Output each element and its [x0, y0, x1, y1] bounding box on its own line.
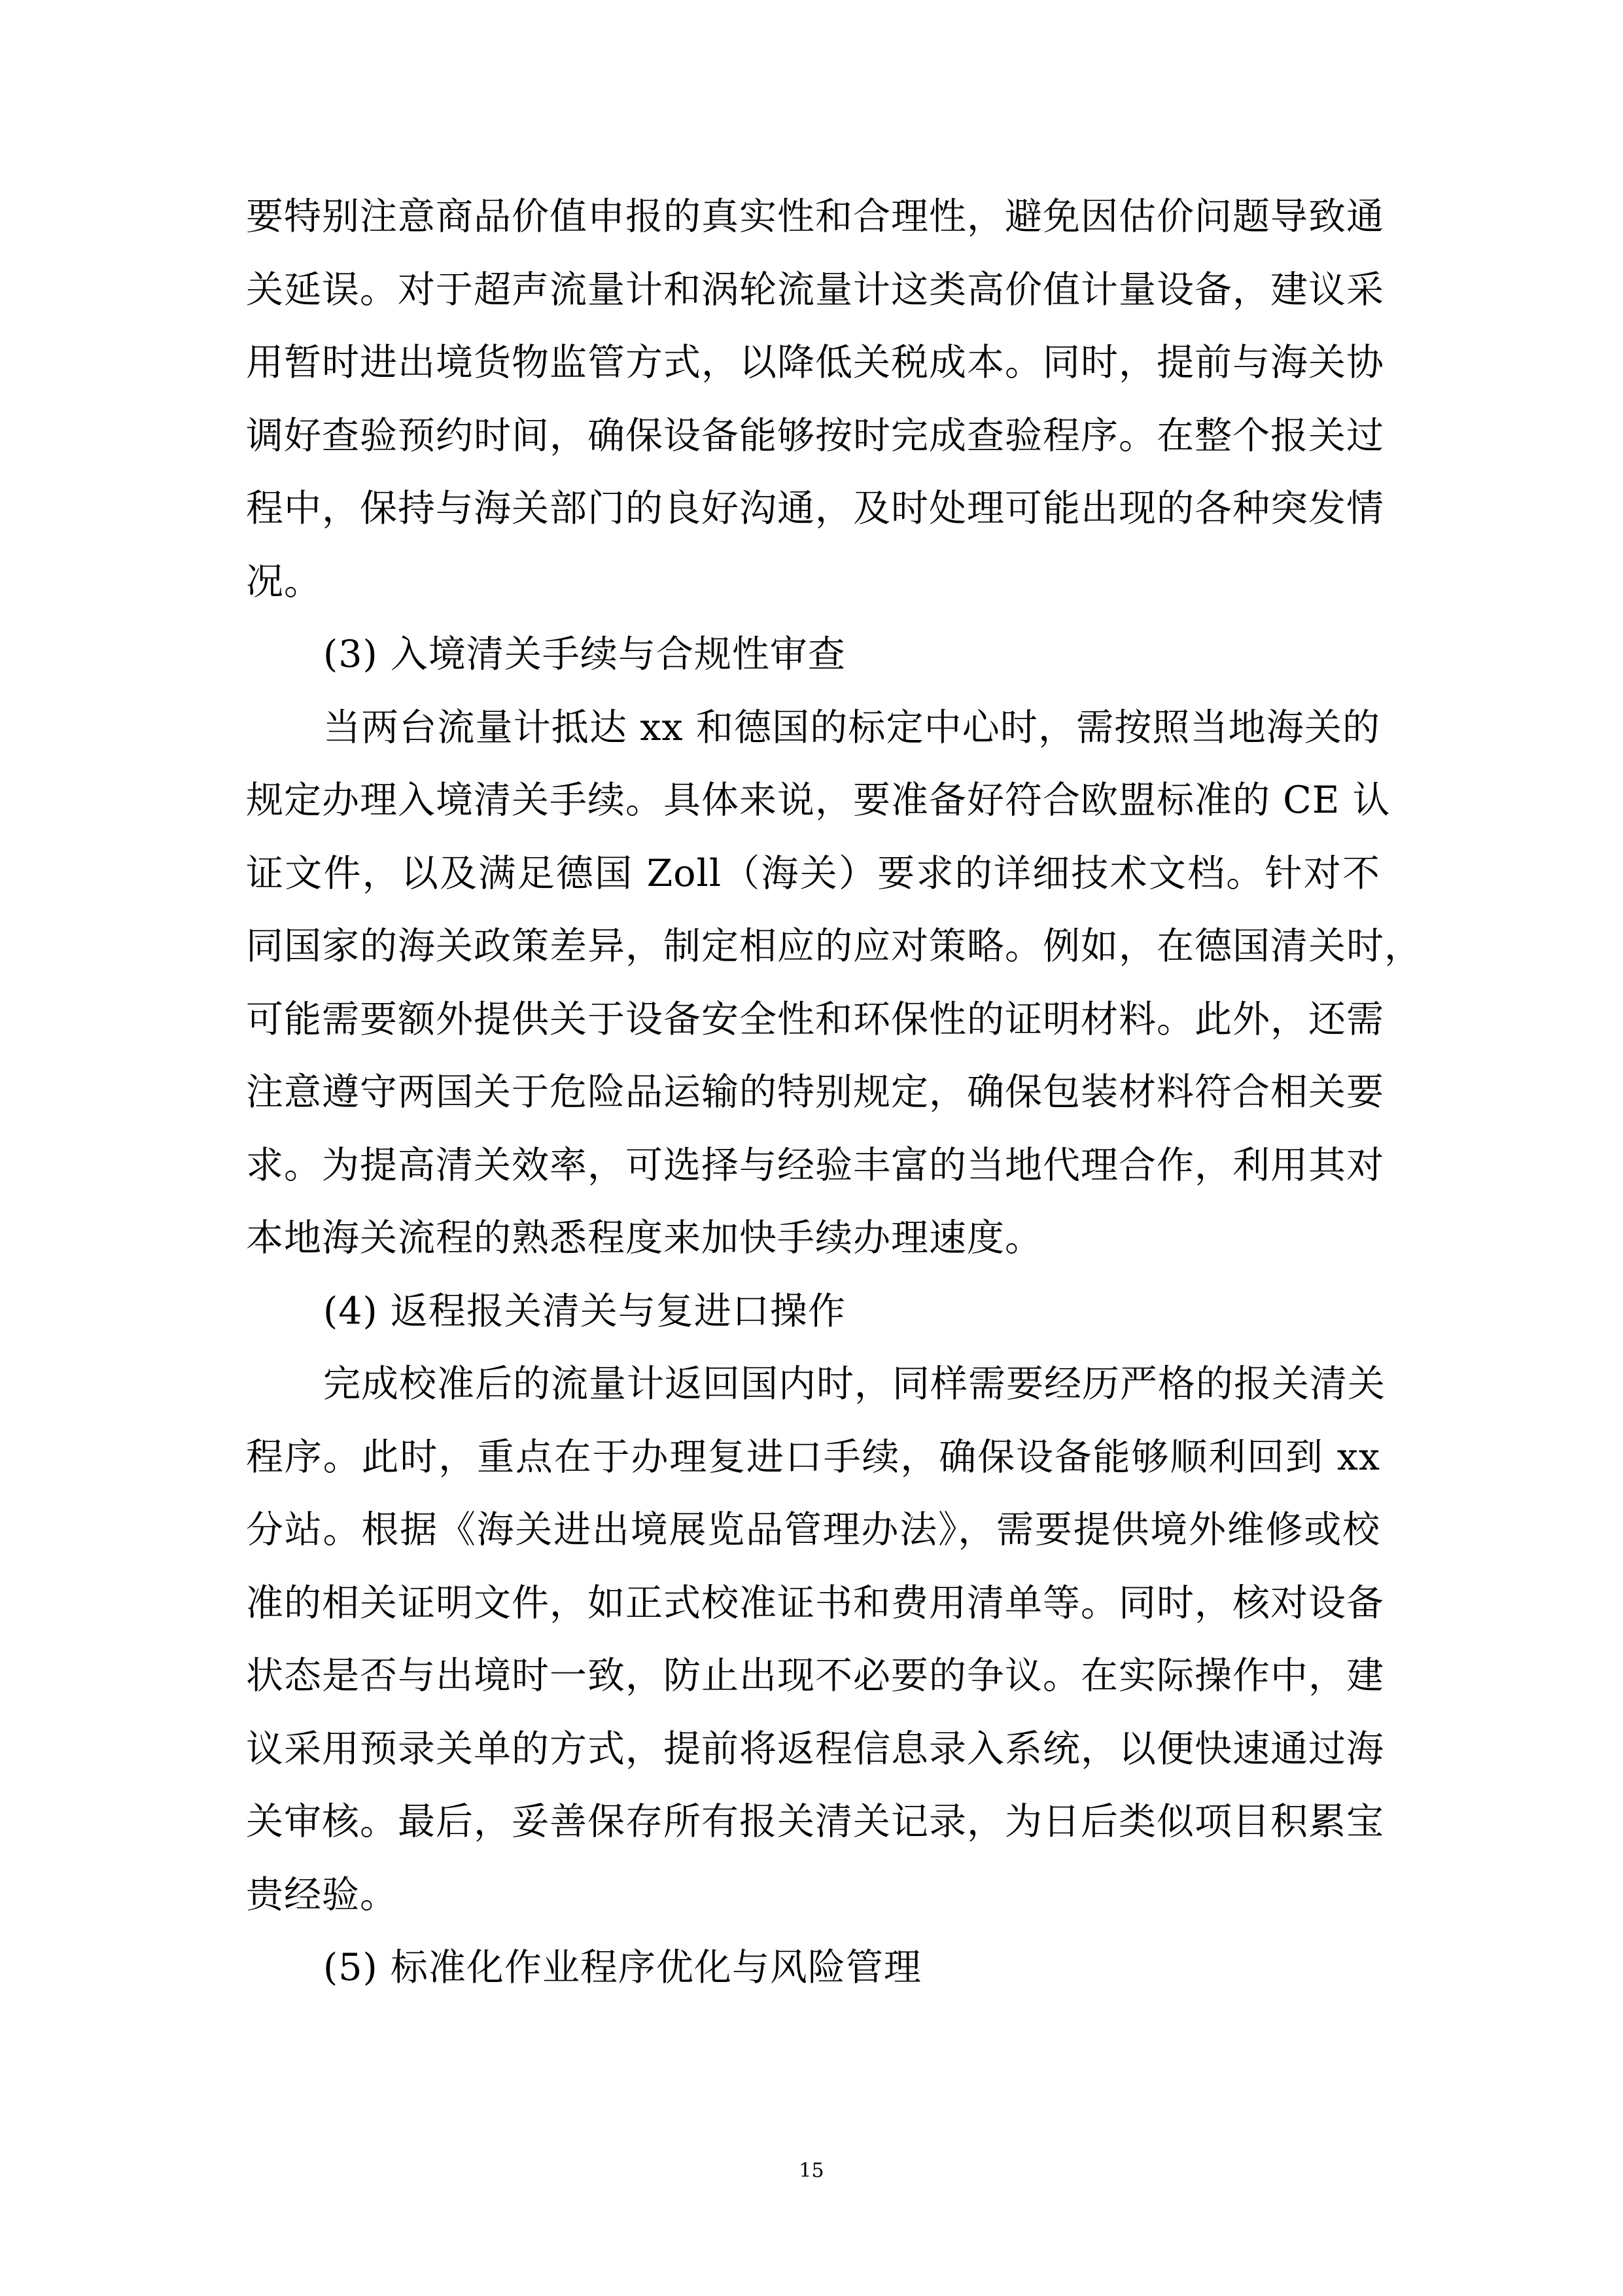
paragraph-1-line-3: 用暂时进出境货物监管方式，以降低关税成本。同时，提前与海关协 [246, 341, 1384, 384]
body-text [246, 181, 1422, 2005]
paragraph-1-line-6: 况。 [246, 559, 322, 603]
paragraph-3-line-2: 程序。此时，重点在于办理复进口手续，确保设备能够顺利回到 xx [246, 1435, 1380, 1479]
paragraph-1-line-5: 程中，保持与海关部门的良好沟通，及时处理可能出现的各种突发情 [246, 487, 1384, 530]
paragraph-3-line-4: 准的相关证明文件，如正式校准证书和费用清单等。同时，核对设备 [246, 1581, 1384, 1625]
paragraph-2-line-2: 规定办理入境清关手续。具体来说，要准备好符合欧盟标准的 CE 认 [246, 779, 1391, 822]
section-heading-4: (4) 返程报关清关与复进口操作 [323, 1289, 846, 1333]
paragraph-1-line-2: 关延误。对于超声流量计和涡轮流量计这类高价值计量设备，建议采 [246, 268, 1384, 311]
paragraph-2-line-8: 本地海关流程的熟悉程度来加快手续办理速度。 [246, 1216, 1043, 1260]
section-heading-5: (5) 标准化作业程序优化与风险管理 [323, 1946, 922, 1989]
paragraph-3-line-3: 分站。根据《海关进出境展览品管理办法》，需要提供境外维修或校 [246, 1508, 1380, 1551]
paragraph-1-line-1: 要特别注意商品价值申报的真实性和合理性，避免因估价问题导致通 [246, 195, 1384, 238]
paragraph-2-line-6: 注意遵守两国关于危险品运输的特别规定，确保包装材料符合相关要 [246, 1070, 1384, 1114]
paragraph-3-line-6: 议采用预录关单的方式，提前将返程信息录入系统，以便快速通过海 [246, 1727, 1384, 1771]
paragraph-3-line-1: 完成校准后的流量计返回国内时，同样需要经历严格的报关清关 [323, 1362, 1386, 1405]
paragraph-3-line-7: 关审核。最后，妥善保存所有报关清关记录，为日后类似项目积累宝 [246, 1800, 1384, 1843]
paragraph-3-line-5: 状态是否与出境时一致，防止出现不必要的争议。在实际操作中，建 [246, 1654, 1384, 1697]
paragraph-2-line-3: 证文件，以及满足德国 Zoll（海关）要求的详细技术文档。针对不 [246, 851, 1380, 895]
paragraph-3-line-8: 贵经验。 [246, 1873, 398, 1916]
page-number: 15 [799, 2159, 824, 2182]
paragraph-2-line-4: 同国家的海关政策差异，制定相应的应对策略。例如，在德国清关时， [246, 925, 1422, 968]
paragraph-2-line-5: 可能需要额外提供关于设备安全性和环保性的证明材料。此外，还需 [246, 997, 1384, 1041]
paragraph-1-line-4: 调好查验预约时间，确保设备能够按时完成查验程序。在整个报关过 [246, 414, 1384, 457]
paragraph-2-line-1: 当两台流量计抵达 xx 和德国的标定中心时，需按照当地海关的 [323, 705, 1380, 749]
section-heading-3: (3) 入境清关手续与合规性审查 [323, 633, 846, 676]
paragraph-2-line-7: 求。为提高清关效率，可选择与经验丰富的当地代理合作，利用其对 [246, 1143, 1384, 1187]
